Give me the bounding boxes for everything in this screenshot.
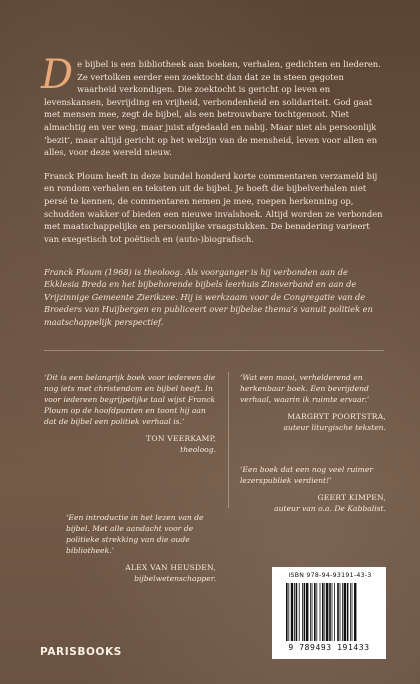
divider	[44, 350, 384, 351]
publisher-logo: PARISBOOKS	[40, 646, 122, 658]
quote-author: TON VEERKAMP,	[146, 434, 216, 443]
quote-author-role: auteur liturgische teksten.	[283, 423, 386, 432]
quote-alex-van-heusden	[66, 512, 216, 584]
quote-divider	[228, 372, 229, 508]
quote-ton-veerkamp	[44, 372, 216, 455]
blurb-text	[41, 52, 384, 256]
quote-author: ALEX VAN HEUSDEN,	[125, 563, 216, 572]
blurb-paragraph-2: Franck Ploum heeft in deze bundel honderd korte commentaren verzameld bij en rondom verhalen en teksten uit de bijbel. Je hoeft die bijbelverhalen niet persé te kennen, de commentaren nemen je mee, roepen herkenning op, schudden wakker of bieden een nieuwe invalshoek. Altijd worden ze verbonden met maatschappelijke en persoonlijke vraagstukken. De benadering varieert van exegetisch tot poëtisch en (auto-)biografisch.	[44, 170, 383, 244]
blurb-paragraph-1: De bijbel is een bibliotheek aan boeken, verhalen, gedichten en liederen. Ze vertolken eerder een zoektocht dan dat ze in steen gegoten waarheid verkondigen. Die zoektocht is gericht op leven en levenskansen, bevrijding en vrijheid, verbondenheid en solidariteit. God gaat met mensen mee, zegt de bijbel, als een betrouwbare tochtgenoot. Niet almachtig en ver weg, maar juist afgedaald en nabij. Maar niet als persoonlijk ‘bezit’, maar altijd gericht op het welzijn van de mensheid, leven voor allen en alles, voor deze wereld nieuw.	[41, 52, 381, 158]
barcode-bars	[286, 583, 372, 641]
quote-author: GEERT KIMPEN,	[317, 493, 386, 502]
quote-author-role: theoloog.	[180, 445, 216, 454]
author-bio: Franck Ploum (1968) is theoloog. Als voorganger is hij verbonden aan de Ekklesia Breda en het bijbehorende bijbels leerhuis Zinsverband en aan de Vrijzinnige Gemeente Zierikzee. Hij is werkzaam voor de Congregatie van de Broeders van Huijbergen en publiceert over bijbelse thema’s vanuit politiek en maatschappelijk perspectief.	[44, 267, 373, 327]
quote-text: ‘Een boek dat een nog veel ruimer lezerspubliek verdient!’	[240, 465, 373, 485]
isbn-label: ISBN 978-94-93191-43-3	[288, 572, 372, 579]
quote-author-role: auteur van o.a. De Kabbalist.	[274, 504, 386, 513]
barcode-number: 9 789493 191433	[288, 643, 370, 652]
drop-cap: D	[41, 52, 74, 98]
barcode	[272, 567, 386, 659]
quote-text: ‘Wat een mooi, verhelderend en herkenbaar boek. Een bevrijdend verhaal, waarin ik ruimte ervaar.’	[240, 373, 370, 404]
quote-text: ‘Dit is een belangrijk boek voor iedereen die nog iets met christendom en bijbel heeft. In voor iedereen begrijpelijke taal wijst Franck Ploum op de hoofdpunten en toont hij aan dat de bijbel een politiek verhaal is.’	[44, 373, 216, 426]
quote-author: MARGRYT POORTSTRA,	[287, 412, 386, 421]
quote-author-role: bijbelwetenschapper.	[134, 574, 216, 583]
quote-margryt-poortstra	[240, 372, 386, 433]
quote-geert-kimpen	[240, 464, 386, 514]
quote-text: ‘Een introductie in het lezen van de bijbel. Met alle aandacht voor de politieke strekking van die oude bibliotheek.’	[66, 513, 204, 555]
